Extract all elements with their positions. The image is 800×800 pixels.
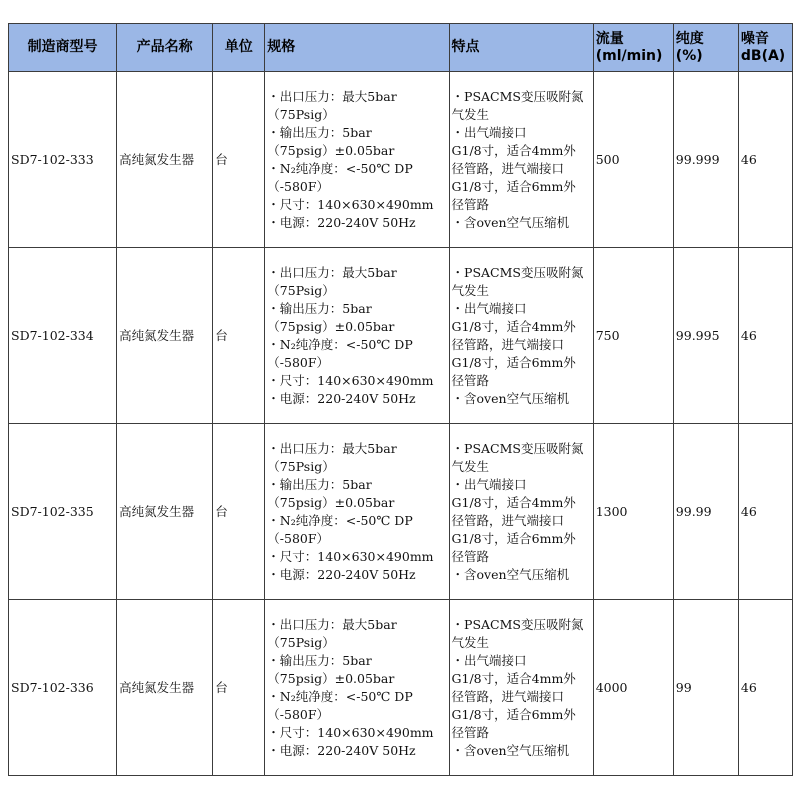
feature-line: ・出气端接口 (451, 124, 527, 140)
header-purity (673, 24, 738, 72)
cell-product-name: 高纯氮发生器 (117, 72, 213, 248)
spec-line: （75psig）±0.05bar (267, 670, 395, 686)
table-row (9, 248, 793, 424)
header-noise-line1: 噪音 (740, 30, 769, 47)
cell-flow: 4000 (593, 600, 673, 776)
spec-line: ・电源：220-240V 50Hz (267, 390, 416, 406)
product-spec-table (8, 23, 793, 776)
feature-line: G1/8寸，适合6mm外 (451, 530, 576, 546)
cell-unit: 台 (213, 248, 265, 424)
spec-line: ・N₂纯净度：<-50℃ DP (267, 336, 413, 352)
spec-line: ・出口压力：最大5bar (267, 440, 397, 456)
cell-spec (265, 72, 449, 248)
feature-line: 气发生 (451, 458, 490, 474)
cell-model: SD7-102-335 (9, 424, 117, 600)
feature-line: ・PSACMS变压吸附氮 (451, 88, 584, 104)
spec-line: ・尺寸：140×630×490mm (267, 548, 434, 564)
feature-line: G1/8寸，适合6mm外 (451, 354, 576, 370)
feature-line: 径管路 (451, 724, 490, 740)
spec-line: （75psig）±0.05bar (267, 142, 395, 158)
header-flow-line1: 流量 (595, 30, 624, 47)
cell-spec (265, 424, 449, 600)
spec-line: ・输出压力：5bar (267, 652, 372, 668)
header-noise-line2: dB(A) (740, 47, 786, 64)
cell-model: SD7-102-336 (9, 600, 117, 776)
header-product-name: 产品名称 (117, 24, 213, 72)
feature-line: ・含oven空气压缩机 (451, 390, 570, 406)
feature-line: 气发生 (451, 634, 490, 650)
header-spec: 规格 (265, 24, 449, 72)
cell-spec (265, 600, 449, 776)
spec-line: ・电源：220-240V 50Hz (267, 566, 416, 582)
feature-line: 径管路，进气端接口 (451, 336, 565, 352)
spec-line: （75psig）±0.05bar (267, 318, 395, 334)
feature-line: G1/8寸，适合4mm外 (451, 494, 576, 510)
cell-product-name: 高纯氮发生器 (117, 600, 213, 776)
spec-line: （75Psig） (267, 282, 335, 298)
spec-line: （-580F） (267, 530, 330, 546)
cell-feature (449, 424, 593, 600)
feature-line: ・出气端接口 (451, 476, 527, 492)
cell-flow: 1300 (593, 424, 673, 600)
feature-line: 径管路，进气端接口 (451, 688, 565, 704)
spec-line: ・N₂纯净度：<-50℃ DP (267, 512, 413, 528)
feature-line: ・含oven空气压缩机 (451, 566, 570, 582)
feature-line: 径管路 (451, 372, 490, 388)
cell-purity: 99.999 (673, 72, 738, 248)
spec-line: ・输出压力：5bar (267, 300, 372, 316)
feature-line: ・PSACMS变压吸附氮 (451, 616, 584, 632)
feature-line: 气发生 (451, 106, 490, 122)
table-row (9, 600, 793, 776)
table-row (9, 424, 793, 600)
cell-unit: 台 (213, 72, 265, 248)
cell-noise: 46 (738, 72, 792, 248)
cell-model: SD7-102-333 (9, 72, 117, 248)
cell-feature (449, 248, 593, 424)
table-row (9, 72, 793, 248)
header-flow (593, 24, 673, 72)
feature-line: G1/8寸，适合6mm外 (451, 178, 576, 194)
spec-line: （-580F） (267, 706, 330, 722)
cell-unit: 台 (213, 600, 265, 776)
cell-model: SD7-102-334 (9, 248, 117, 424)
cell-purity: 99.995 (673, 248, 738, 424)
cell-product-name: 高纯氮发生器 (117, 424, 213, 600)
table-body (9, 72, 793, 776)
cell-product-name: 高纯氮发生器 (117, 248, 213, 424)
feature-line: 径管路 (451, 548, 490, 564)
cell-noise: 46 (738, 248, 792, 424)
feature-line: ・PSACMS变压吸附氮 (451, 264, 584, 280)
spec-line: （75psig）±0.05bar (267, 494, 395, 510)
spec-line: ・尺寸：140×630×490mm (267, 372, 434, 388)
cell-feature (449, 72, 593, 248)
spec-line: ・N₂纯净度：<-50℃ DP (267, 688, 413, 704)
spec-line: ・电源：220-240V 50Hz (267, 742, 416, 758)
feature-line: ・含oven空气压缩机 (451, 214, 570, 230)
header-purity-line1: 纯度 (675, 30, 704, 47)
cell-feature (449, 600, 593, 776)
cell-unit: 台 (213, 424, 265, 600)
feature-line: 径管路，进气端接口 (451, 512, 565, 528)
cell-flow: 750 (593, 248, 673, 424)
feature-line: G1/8寸，适合6mm外 (451, 706, 576, 722)
header-model: 制造商型号 (9, 24, 117, 72)
spec-line: （75Psig） (267, 634, 335, 650)
spec-line: （75Psig） (267, 106, 335, 122)
spec-line: ・电源：220-240V 50Hz (267, 214, 416, 230)
feature-line: ・出气端接口 (451, 300, 527, 316)
spec-line: （-580F） (267, 178, 330, 194)
spec-line: ・输出压力：5bar (267, 476, 372, 492)
feature-line: G1/8寸，适合4mm外 (451, 670, 576, 686)
feature-line: 径管路 (451, 196, 490, 212)
feature-line: 径管路，进气端接口 (451, 160, 565, 176)
cell-flow: 500 (593, 72, 673, 248)
header-row (9, 24, 793, 72)
spec-line: ・尺寸：140×630×490mm (267, 724, 434, 740)
cell-purity: 99.99 (673, 424, 738, 600)
feature-line: G1/8寸，适合4mm外 (451, 142, 576, 158)
feature-line: ・出气端接口 (451, 652, 527, 668)
spec-line: ・输出压力：5bar (267, 124, 372, 140)
feature-line: ・PSACMS变压吸附氮 (451, 440, 584, 456)
feature-line: G1/8寸，适合4mm外 (451, 318, 576, 334)
spec-line: ・尺寸：140×630×490mm (267, 196, 434, 212)
feature-line: ・含oven空气压缩机 (451, 742, 570, 758)
header-noise (738, 24, 792, 72)
cell-spec (265, 248, 449, 424)
cell-noise: 46 (738, 424, 792, 600)
header-unit: 单位 (213, 24, 265, 72)
spec-line: ・出口压力：最大5bar (267, 88, 397, 104)
header-purity-line2: (%) (675, 47, 703, 64)
cell-noise: 46 (738, 600, 792, 776)
spec-line: （-580F） (267, 354, 330, 370)
header-flow-line2: (ml/min) (595, 47, 663, 64)
header-feature: 特点 (449, 24, 593, 72)
spec-line: ・出口压力：最大5bar (267, 616, 397, 632)
spec-line: （75Psig） (267, 458, 335, 474)
feature-line: 气发生 (451, 282, 490, 298)
spec-line: ・出口压力：最大5bar (267, 264, 397, 280)
cell-purity: 99 (673, 600, 738, 776)
spec-line: ・N₂纯净度：<-50℃ DP (267, 160, 413, 176)
